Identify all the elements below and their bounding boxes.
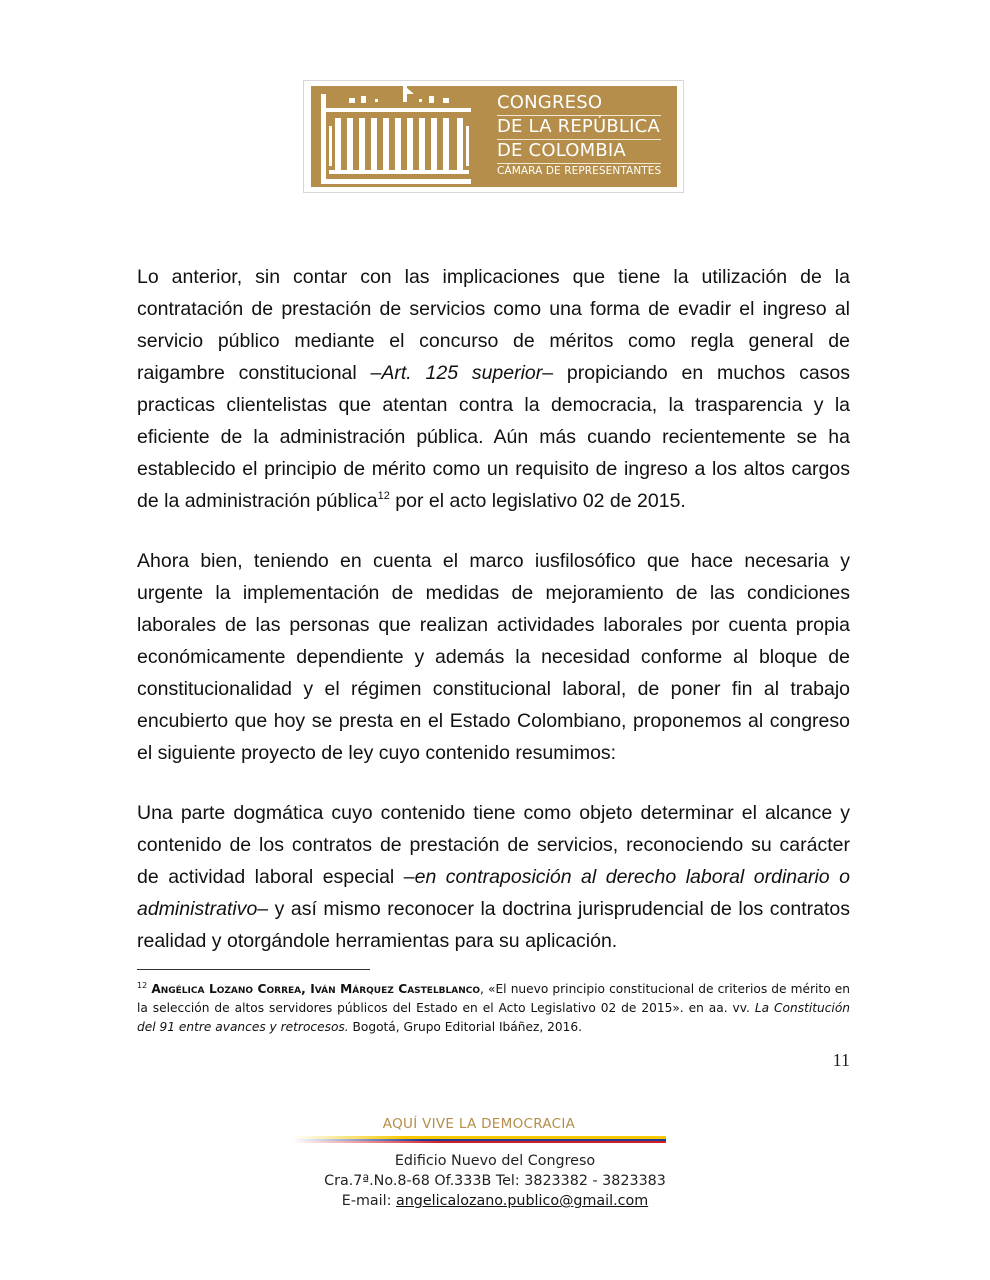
logo-text-colombia: DE COLOMBIA: [497, 142, 661, 164]
paragraph-2-text: Ahora bien, teniendo en cuenta el marco iusfilosófico que hace necesaria y urgente la implementación de medidas de mejoramiento de las condiciones laborales de las personas que realizan actividades laborales por cuenta propia económicamente dependiente y además la necesidad conforme al bloque de constitucionalidad y el régimen constitucional laboral, de poner fin al trabajo encubierto que hoy se presta en el Estado Colombiano, proponemos al congreso el siguiente proyecto de ley cuyo contenido resumimos:: [137, 550, 850, 764]
footer-email-link[interactable]: angelicalozano.publico@gmail.com: [395, 1193, 649, 1209]
footer-email-line: [245, 1191, 745, 1211]
footer-street-phone: Cra.7ª.No.8-68 Of.333B Tel: 3823382 - 3823383: [324, 1173, 666, 1189]
paragraph-2: [137, 545, 850, 769]
paragraph-1-text-a: Lo anterior, sin contar con las implicaciones que tiene la utilización de la contratación de prestación de servicios como una forma de evadir el ingreso al servicio público mediante el concurso de méritos como regla general de raigambre constitucional –: [137, 266, 850, 384]
paragraph-1-text-c: por el acto legislativo 02 de 2015.: [389, 490, 686, 512]
paragraph-1-italic: Art. 125 superior: [381, 362, 543, 384]
footnote-tail: Bogotá, Grupo Editorial Ibáñez, 2016.: [348, 1020, 583, 1034]
footnote-number: 12: [137, 981, 148, 990]
footnote-book-title: La Constitución del 91 entre avances y retrocesos.: [137, 1001, 851, 1034]
paragraph-3-italic: en contraposición al derecho laboral ordinario o administrativo: [137, 866, 850, 920]
footer-email-label: E-mail:: [341, 1193, 396, 1209]
paragraph-3: [137, 797, 850, 957]
footnote-12: [137, 980, 850, 1037]
paragraph-1-text-b: – propiciando en muchos casos practicas clientelistas que atentan contra la democracia, la trasparencia y la eficiente de la administración pública. Aún más cuando recientemente se ha establecido el principio de mérito como un requisito de ingreso a los altos cargos de la administración pública: [137, 362, 851, 512]
footer-address: [245, 1151, 745, 1211]
capitol-emblem-icon: [311, 86, 481, 187]
footnote-reference[interactable]: 12: [377, 490, 390, 502]
footer-slogan: AQUÍ VIVE LA DEMOCRACIA: [382, 1116, 576, 1132]
logo-text-republica: DE LA REPÚBLICA: [497, 118, 661, 140]
logo-text-congreso: CONGRESO: [497, 94, 661, 116]
paragraph-1: [137, 261, 850, 517]
footnote-divider: [137, 969, 370, 970]
footnote-text: , «El nuevo principio constitucional de criterios de mérito en la selección de altos servidores públicos del Estado en el Acto Legislativo 02 de 2015». en aa. vv.: [137, 982, 850, 1015]
footer-building: Edificio Nuevo del Congreso: [394, 1153, 596, 1169]
footnote-authors: Angélica Lozano Correa, Iván Márquez Castelblanco: [151, 982, 481, 996]
flag-stripes: [292, 1136, 666, 1143]
logo-text-camara: CÁMARA DE REPRESENTANTES: [497, 165, 662, 177]
paragraph-3-text-a: Una parte dogmática cuyo contenido tiene como objeto determinar el alcance y contenido de los contratos de prestación de servicios, reconociendo su carácter de actividad laboral especial –: [137, 802, 850, 888]
paragraph-3-text-b: – y así mismo reconocer la doctrina jurisprudencial de los contratos realidad y otorgándole herramientas para su aplicación.: [137, 898, 850, 952]
page-number: 11: [832, 1050, 850, 1070]
header-logo: [303, 80, 684, 193]
